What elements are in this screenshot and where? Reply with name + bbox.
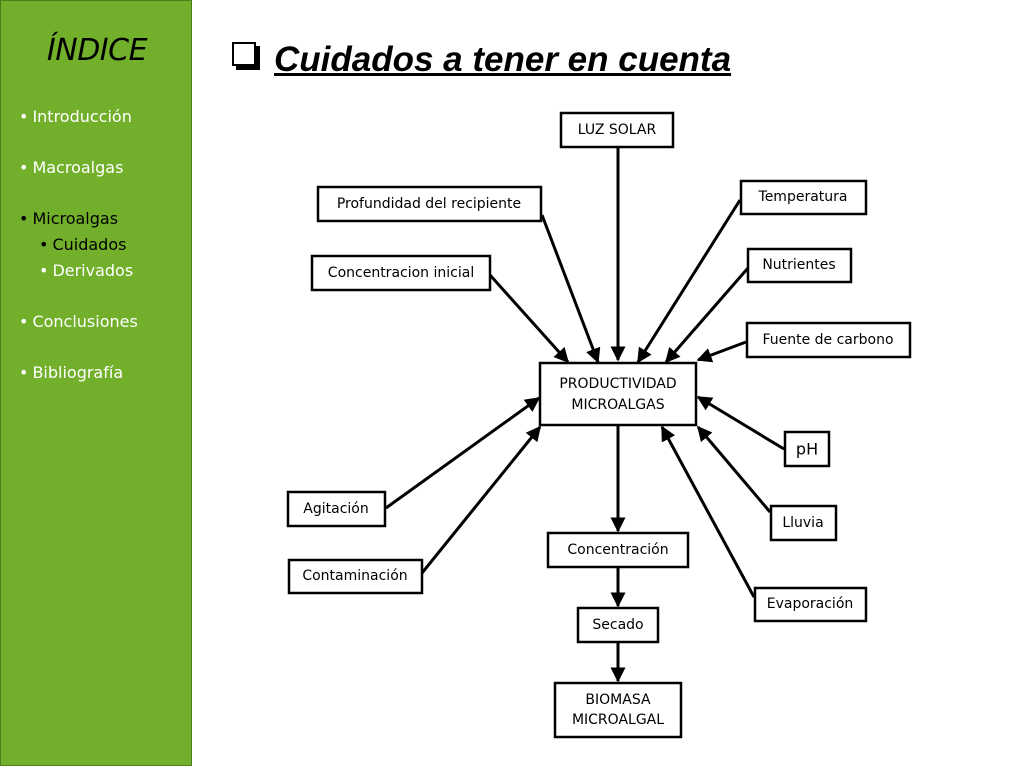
node-evaporacion (755, 588, 866, 621)
arrow-lluvia (698, 427, 770, 512)
node-agitacion (288, 492, 385, 526)
sidebar-title: ÍNDICE (46, 33, 148, 68)
node-biomasa-microalgal (555, 683, 681, 737)
node-luz-solar (561, 113, 673, 147)
bullet-icon: • (19, 312, 29, 331)
arrow-concentracion-inicial (490, 275, 568, 362)
node-contaminacion (289, 560, 422, 593)
node-label: Contaminación (302, 568, 408, 584)
arrow-evaporacion (662, 427, 754, 597)
nav-item-label: Conclusiones (32, 312, 138, 331)
node-label: Profundidad del recipiente (336, 196, 522, 212)
bullet-icon: • (39, 261, 49, 280)
nav-item-label: Cuidados (52, 235, 127, 254)
node-label: Secado (592, 617, 644, 633)
node-label: Lluvia (782, 515, 824, 531)
arrow-contaminacion (422, 427, 540, 573)
node-nutrientes (748, 249, 851, 282)
bullet-icon: • (19, 107, 29, 126)
node-fuente-carbono (747, 323, 910, 357)
bullet-icon: • (19, 158, 29, 177)
bullet-icon: • (39, 235, 49, 254)
arrow-profundidad (542, 215, 598, 362)
node-label: Temperatura (758, 189, 848, 205)
arrow-nutrientes (666, 268, 748, 362)
node-label: Evaporación (766, 596, 854, 612)
node-ph (785, 432, 829, 466)
node-secado (578, 608, 658, 642)
nav-item-label: Microalgas (32, 209, 119, 228)
node-label: Agitación (303, 501, 369, 517)
node-label: Concentracion inicial (327, 265, 475, 281)
node-label-line-2: MICROALGAS (571, 397, 665, 413)
node-temperatura (741, 181, 866, 214)
arrow-agitacion (386, 398, 539, 508)
nav-item-label: Derivados (52, 261, 134, 280)
nav-item-label: Macroalgas (32, 158, 124, 177)
node-lluvia (771, 506, 836, 540)
node-label-line-1: PRODUCTIVIDAD (559, 376, 677, 392)
nav-item-label: Introducción (32, 107, 132, 126)
slide-title-text: Cuidados a tener en cuenta (274, 40, 732, 79)
node-concentracion-inicial (312, 256, 490, 290)
node-label: LUZ SOLAR (577, 122, 657, 138)
node-label: Fuente de carbono (762, 332, 894, 348)
node-label: pH (795, 439, 819, 459)
nav-item-label: Bibliografía (32, 363, 124, 382)
node-profundidad-recipiente (318, 187, 541, 221)
node-label-line-1: BIOMASA (585, 692, 651, 708)
arrow-fuente-carbono (698, 342, 746, 360)
bullet-icon: • (19, 363, 29, 382)
node-label-line-2: MICROALGAL (571, 712, 665, 728)
node-concentracion (548, 533, 688, 567)
node-productividad-microalgas (540, 363, 696, 425)
bullet-icon: • (19, 209, 29, 228)
node-label: Concentración (567, 542, 669, 558)
node-label: Nutrientes (762, 257, 836, 273)
